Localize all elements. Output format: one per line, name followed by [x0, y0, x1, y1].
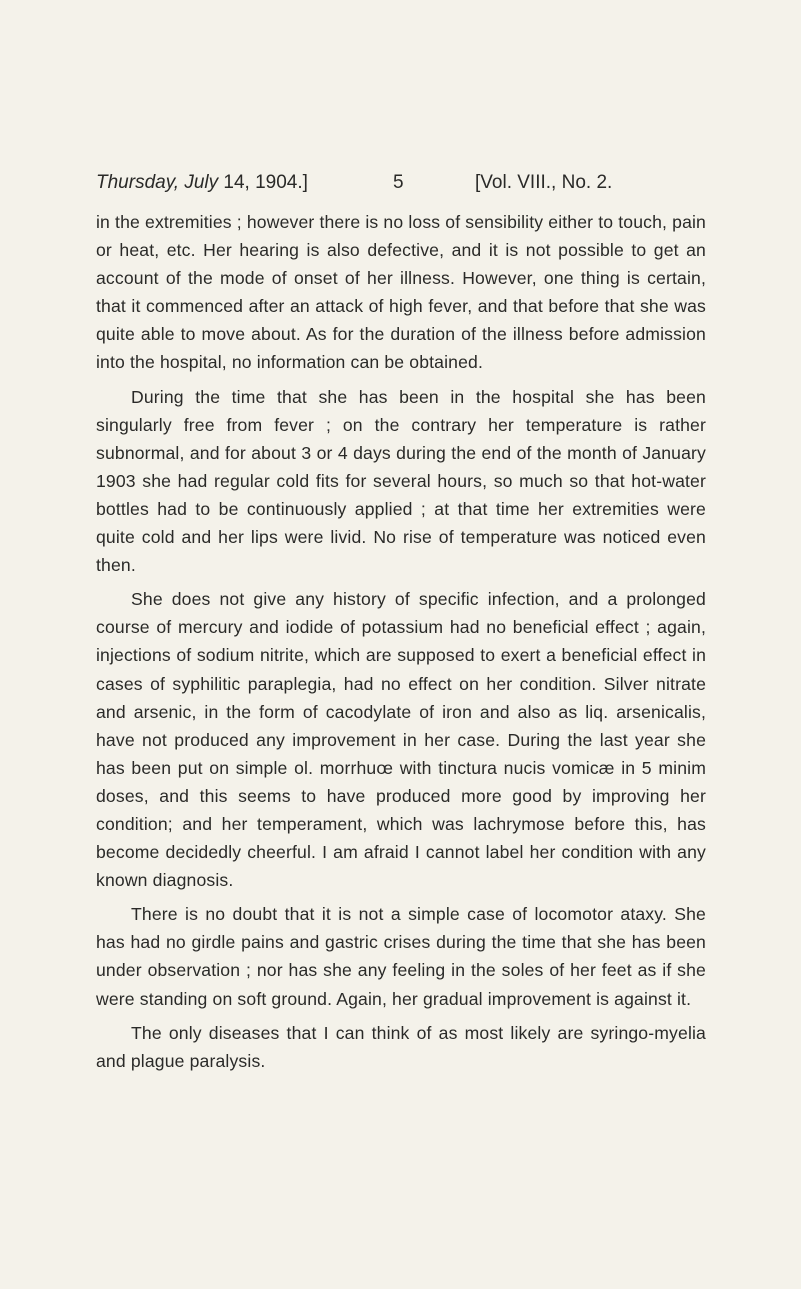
- article-body: [96, 208, 706, 1075]
- page-number: 5: [393, 172, 404, 193]
- issue-date: [96, 170, 308, 196]
- volume-issue: [Vol. VIII., No. 2.: [475, 172, 613, 193]
- issue-date-day-year: 14, 1904.]: [218, 172, 308, 193]
- issue-date-weekday-month: Thursday, July: [96, 172, 219, 193]
- paragraph-diagnosis: There is no doubt that it is not a simple case of locomotor ataxy. She has had no girdle pains and gastric crises during the time that she has been under observation ; nor has she any feeling in the soles of her feet as if she were standing on soft ground. Again, her gradual improvement is against it.: [96, 904, 706, 1009]
- paragraph-temperature: During the time that she has been in the hospital she has been singularly free from fever ; on the contrary her temperature is rather subnormal, and for about 3 or 4 days during the end of the month of January 1903 she had regular cold fits for several hours, so much so that hot-water bottles had to be continuously applied ; at that time her extremities were quite cold and her lips were livid. No rise of temperature was noticed even then.: [96, 386, 706, 576]
- paragraph-conclusion: The only diseases that I can think of as most likely are syringo-myelia and plague paralysis.: [96, 1022, 706, 1071]
- running-header: [96, 170, 706, 196]
- paragraph-treatment: She does not give any history of specific infection, and a prolonged course of mercury and iodide of potassium had no beneficial effect ; again, injections of sodium nitrite, which are supposed to exert a beneficial effect in cases of syphilitic paraplegia, had no effect on her condition. Silver nitrate and arsenic, in the form of cacodylate of iron and also as liq. arsenicalis, have not produced any improvement in her case. During the last year she has been put on simple ol. morrhuœ with tinctura nucis vomicæ in 5 minim doses, and this seems to have produced more good by improving her condition; and her temperament, which was lachrymose before this, has become decidedly cheerful. I am afraid I cannot label her condition with any known diagnosis.: [96, 589, 706, 891]
- paragraph-continuation: in the extremities ; however there is no loss of sensibility either to touch, pain or heat, etc. Her hearing is also defective, and it is not possible to get an account of the mode of onset of her illness. However, one thing is certain, that it commenced after an attack of high fever, and that before that she was quite able to move about. As for the duration of the illness before admission into the hospital, no information can be obtained.: [96, 212, 706, 373]
